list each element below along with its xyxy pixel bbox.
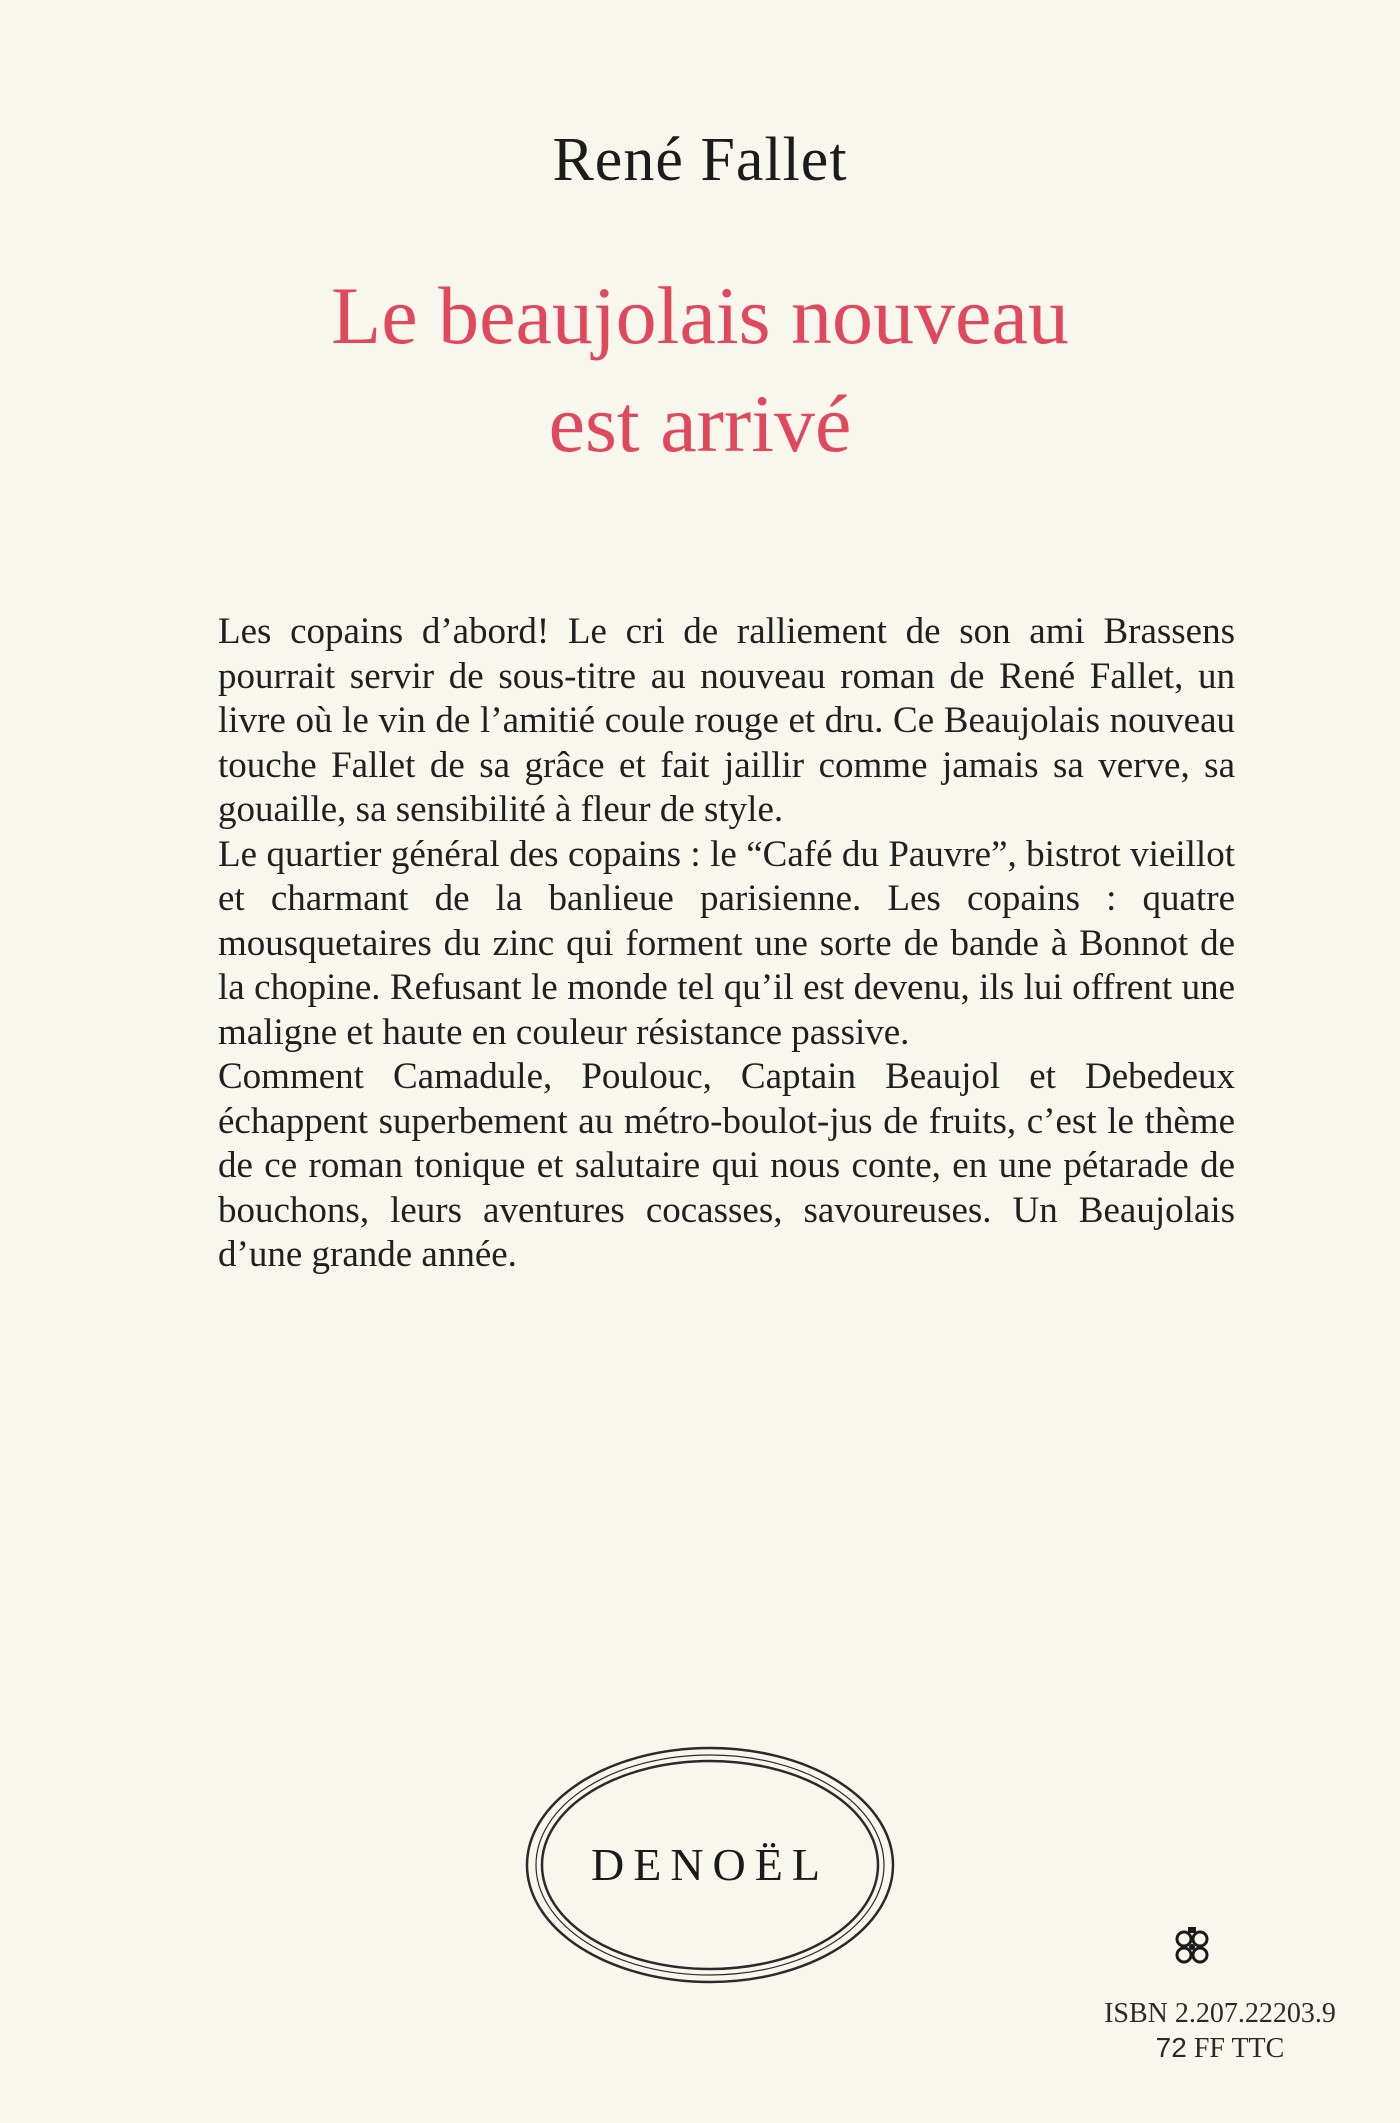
- book-title: [0, 262, 1400, 478]
- price-amount: 72: [1155, 2032, 1187, 2063]
- publisher-logo: [520, 1740, 900, 1990]
- price-unit: FF TTC: [1193, 2033, 1285, 2064]
- back-cover-blurb: [218, 610, 1235, 1278]
- blurb-paragraph-1: Les copains d’abord! Le cri de ralliement de son ami Brassens pourrait servir de sous-titre au nouveau roman de René Fallet, un livre où le vin de l’amitié coule rouge et dru. Ce Beaujolais nouveau touche Fallet de sa grâce et fait jaillir comme jamais sa verve, sa gouaille, sa sensibilité à fleur de style.: [218, 611, 1235, 830]
- blurb-paragraph-3: Comment Camadule, Poulouc, Captain Beaujol et Debedeux échappent superbement au métro-boulot-jus de fruits, c’est le thème de ce roman tonique et salutaire qui nous conte, en une pétarade de bouchons, leurs aventures cocasses, savoureuses. Un Beaujolais d’une grande année.: [218, 1056, 1235, 1275]
- isbn-number: ISBN 2.207.22203.9: [1104, 1998, 1336, 2029]
- price: [1080, 2032, 1360, 2065]
- book-title-line-2: est arrivé: [548, 378, 852, 469]
- blurb-paragraph-2: Le quartier général des copains : le “Café du Pauvre”, bistrot vieillot et charmant de la banlieue parisienne. Les copains : quatre mousquetaires du zinc qui forment une sorte de bande à Bonnot de la chopine. Refusant le monde tel qu’il est devenu, ils lui offrent une maligne et haute en couleur résistance passive.: [218, 833, 1235, 1053]
- publisher-name: DENOËL: [591, 1839, 829, 1890]
- book-title-line-1: Le beaujolais nouveau: [331, 270, 1069, 361]
- author-name: René Fallet: [552, 126, 848, 194]
- publisher-emblem-icon: [1170, 1925, 1214, 1969]
